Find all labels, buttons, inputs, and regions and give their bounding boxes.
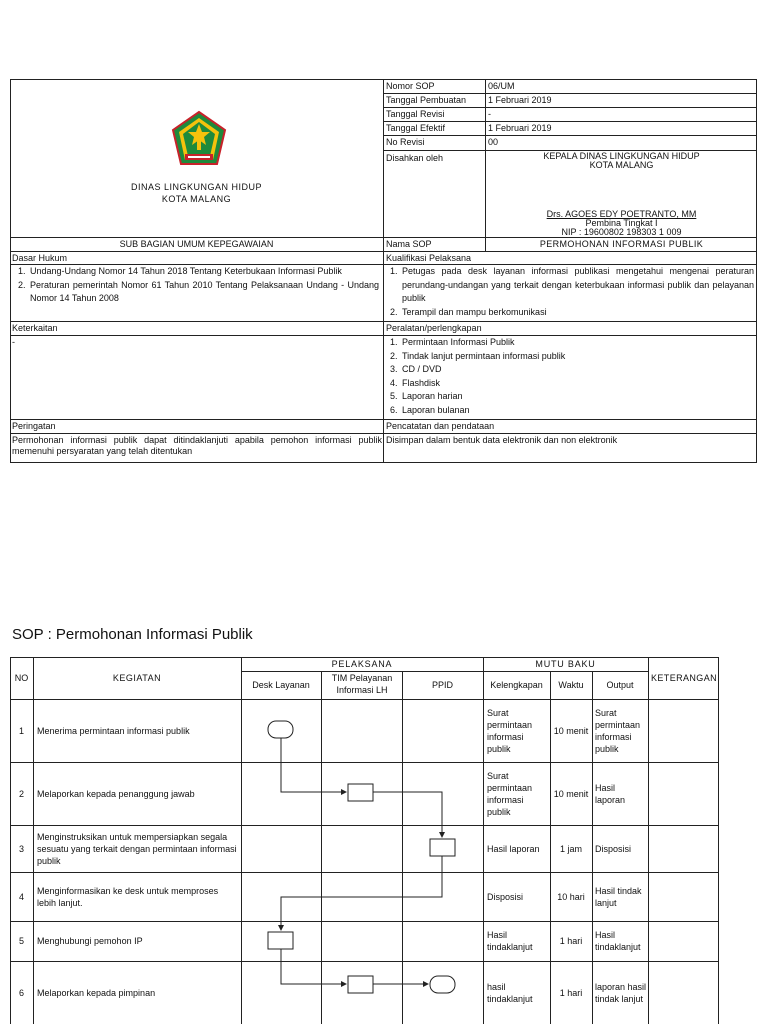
row-kegiatan: Menghubungi pemohon IP [37, 936, 143, 946]
tgl-pembuatan-label: Tanggal Pembuatan [386, 95, 467, 105]
kepala-line2: KOTA MALANG [589, 160, 654, 170]
row-kelengkapan: Hasil tindaklanjut [487, 930, 533, 952]
nama-sop-label: Nama SOP [386, 239, 432, 249]
process-shape [348, 784, 373, 801]
row-kegiatan: Menginstruksikan untuk mempersiapkan segala sesuatu yang terkait dengan permintaan informasi publik [37, 831, 237, 866]
unit-name: SUB BAGIAN UMUM KEPEGAWAIAN [119, 239, 274, 249]
row-number: 3 [18, 843, 24, 854]
row-kegiatan: Melaporkan kepada pimpinan [37, 987, 156, 998]
signer-rank: Pembina Tingkat I [585, 218, 658, 228]
connector-arrow [281, 856, 442, 930]
list-item: 3. CD / DVD [390, 364, 442, 374]
pencatatan-label: Pencatatan dan pendataan [386, 421, 495, 431]
dasar-hukum-label: Dasar Hukum [12, 253, 68, 263]
row-number: 2 [18, 788, 24, 799]
process-shape [430, 839, 455, 856]
start-terminator-shape [268, 721, 293, 738]
row-output: Surat permintaan informasi publik [595, 707, 641, 754]
row-waktu: 10 menit [553, 788, 589, 799]
list-item: 1. Petugas pada desk layanan informasi publikasi mengetahui mengenai peraturan perundang-undangan yang terkait dengan keterbukaan informasi publik dan pelayanan publik [390, 266, 754, 303]
process-shape [268, 932, 293, 949]
header-keterangan: KETERANGAN [650, 673, 717, 683]
header-kegiatan: KEGIATAN [112, 673, 162, 683]
row-number: 1 [18, 725, 24, 736]
row-kelengkapan: Hasil laporan [487, 843, 540, 854]
signer-name: Drs. AGOES EDY POETRANTO, MM [546, 209, 697, 219]
row-kelengkapan: Surat permintaan informasi publik [487, 770, 533, 817]
header-desk: Desk Layanan [252, 680, 310, 690]
header-ppid: PPID [431, 680, 453, 690]
signer-nip: NIP : 19600802 198303 1 009 [561, 227, 682, 237]
end-terminator-shape [430, 976, 455, 993]
header-no: NO [14, 673, 29, 683]
row-kegiatan: Menerima permintaan informasi publik [37, 725, 190, 736]
kepala-line1: KEPALA DINAS LINGKUNGAN HIDUP [543, 151, 700, 161]
list-item: 2. Peraturan pemerintah Nomor 61 Tahun 2010 Tentang Pelaksanaan Undang - Undang Nomor 14 Tahun 2008 [18, 279, 379, 303]
row-output: Hasil tindak lanjut [595, 885, 642, 908]
row-kelengkapan: Surat permintaan informasi publik [487, 707, 533, 754]
row-waktu: 1 hari [559, 936, 583, 946]
process-shape [348, 976, 373, 993]
connector-arrow [281, 949, 346, 984]
row-waktu: 10 hari [557, 891, 585, 902]
peringatan-label: Peringatan [12, 421, 56, 431]
header-pelaksana: PELAKSANA [331, 659, 393, 669]
kualifikasi-label: Kualifikasi Pelaksana [386, 253, 472, 263]
connector-arrow [373, 792, 442, 837]
nomor-sop-label: Nomor SOP [386, 81, 435, 91]
peringatan-value: Permohonan informasi publik dapat ditindaklanjuti apabila pemohon informasi publik memenuhi persyaratan yang telah ditentukan [12, 435, 382, 456]
list-item: 1. Undang-Undang Nomor 14 Tahun 2018 Tentang Keterbukaan Informasi Publik [18, 266, 342, 276]
row-output: Hasil laporan [595, 782, 626, 805]
row-number: 5 [18, 936, 24, 946]
header-waktu: Waktu [558, 680, 584, 690]
row-kegiatan: Menginformasikan ke desk untuk memproses lebih lanjut. [37, 885, 219, 908]
nama-sop-value: PERMOHONAN INFORMASI PUBLIK [539, 239, 704, 249]
header-kelengkapan: Kelengkapan [490, 680, 543, 690]
list-item: 5. Laporan harian [390, 391, 463, 401]
tgl-efektif-label: Tanggal Efektif [386, 123, 446, 133]
header-mutu-baku: MUTU BAKU [535, 659, 596, 669]
list-item: 6. Laporan bulanan [390, 404, 470, 415]
list-item: 4. Flashdisk [390, 377, 441, 388]
row-waktu: 1 jam [559, 843, 582, 854]
list-item: 2. Terampil dan mampu berkomunikasi [390, 306, 547, 317]
tgl-pembuatan-value: 1 Februari 2019 [488, 95, 552, 105]
keterkaitan-value: - [12, 337, 15, 347]
list-item: 2. Tindak lanjut permintaan informasi publik [390, 350, 566, 361]
flow-title: SOP : Permohonan Informasi Publik [12, 626, 253, 643]
connector-arrow [281, 738, 346, 792]
org-name: DINAS LINGKUNGAN HIDUP [130, 182, 263, 192]
list-item: 1. Permintaan Informasi Publik [390, 337, 515, 347]
pencatatan-value: Disimpan dalam bentuk data elektronik dan non elektronik [386, 435, 618, 445]
peralatan-label: Peralatan/perlengkapan [386, 323, 482, 333]
no-revisi-value: 00 [488, 137, 499, 147]
no-revisi-label: No Revisi [386, 137, 425, 147]
row-output: laporan hasil tindak lanjut [595, 981, 647, 1004]
row-waktu: 10 menit [553, 725, 589, 736]
row-waktu: 1 hari [559, 987, 583, 998]
keterkaitan-label: Keterkaitan [12, 323, 58, 333]
row-number: 6 [18, 987, 24, 998]
disahkan-label: Disahkan oleh [386, 153, 444, 163]
header-output: Output [606, 680, 634, 690]
nomor-sop-value: 06/UM [488, 81, 515, 91]
org-city: KOTA MALANG [161, 194, 232, 204]
row-kegiatan: Melaporkan kepada penanggung jawab [37, 788, 195, 799]
row-kelengkapan: hasil tindaklanjut [487, 981, 533, 1004]
row-number: 4 [18, 891, 24, 902]
tgl-efektif-value: 1 Februari 2019 [488, 123, 552, 133]
tgl-revisi-label: Tanggal Revisi [386, 109, 445, 119]
row-output: Hasil tindaklanjut [595, 930, 641, 952]
row-kelengkapan: Disposisi [487, 891, 524, 902]
row-output: Disposisi [595, 843, 632, 854]
header-tim: TIM Pelayanan Informasi LH [331, 673, 393, 695]
tgl-revisi-value: - [488, 109, 491, 119]
